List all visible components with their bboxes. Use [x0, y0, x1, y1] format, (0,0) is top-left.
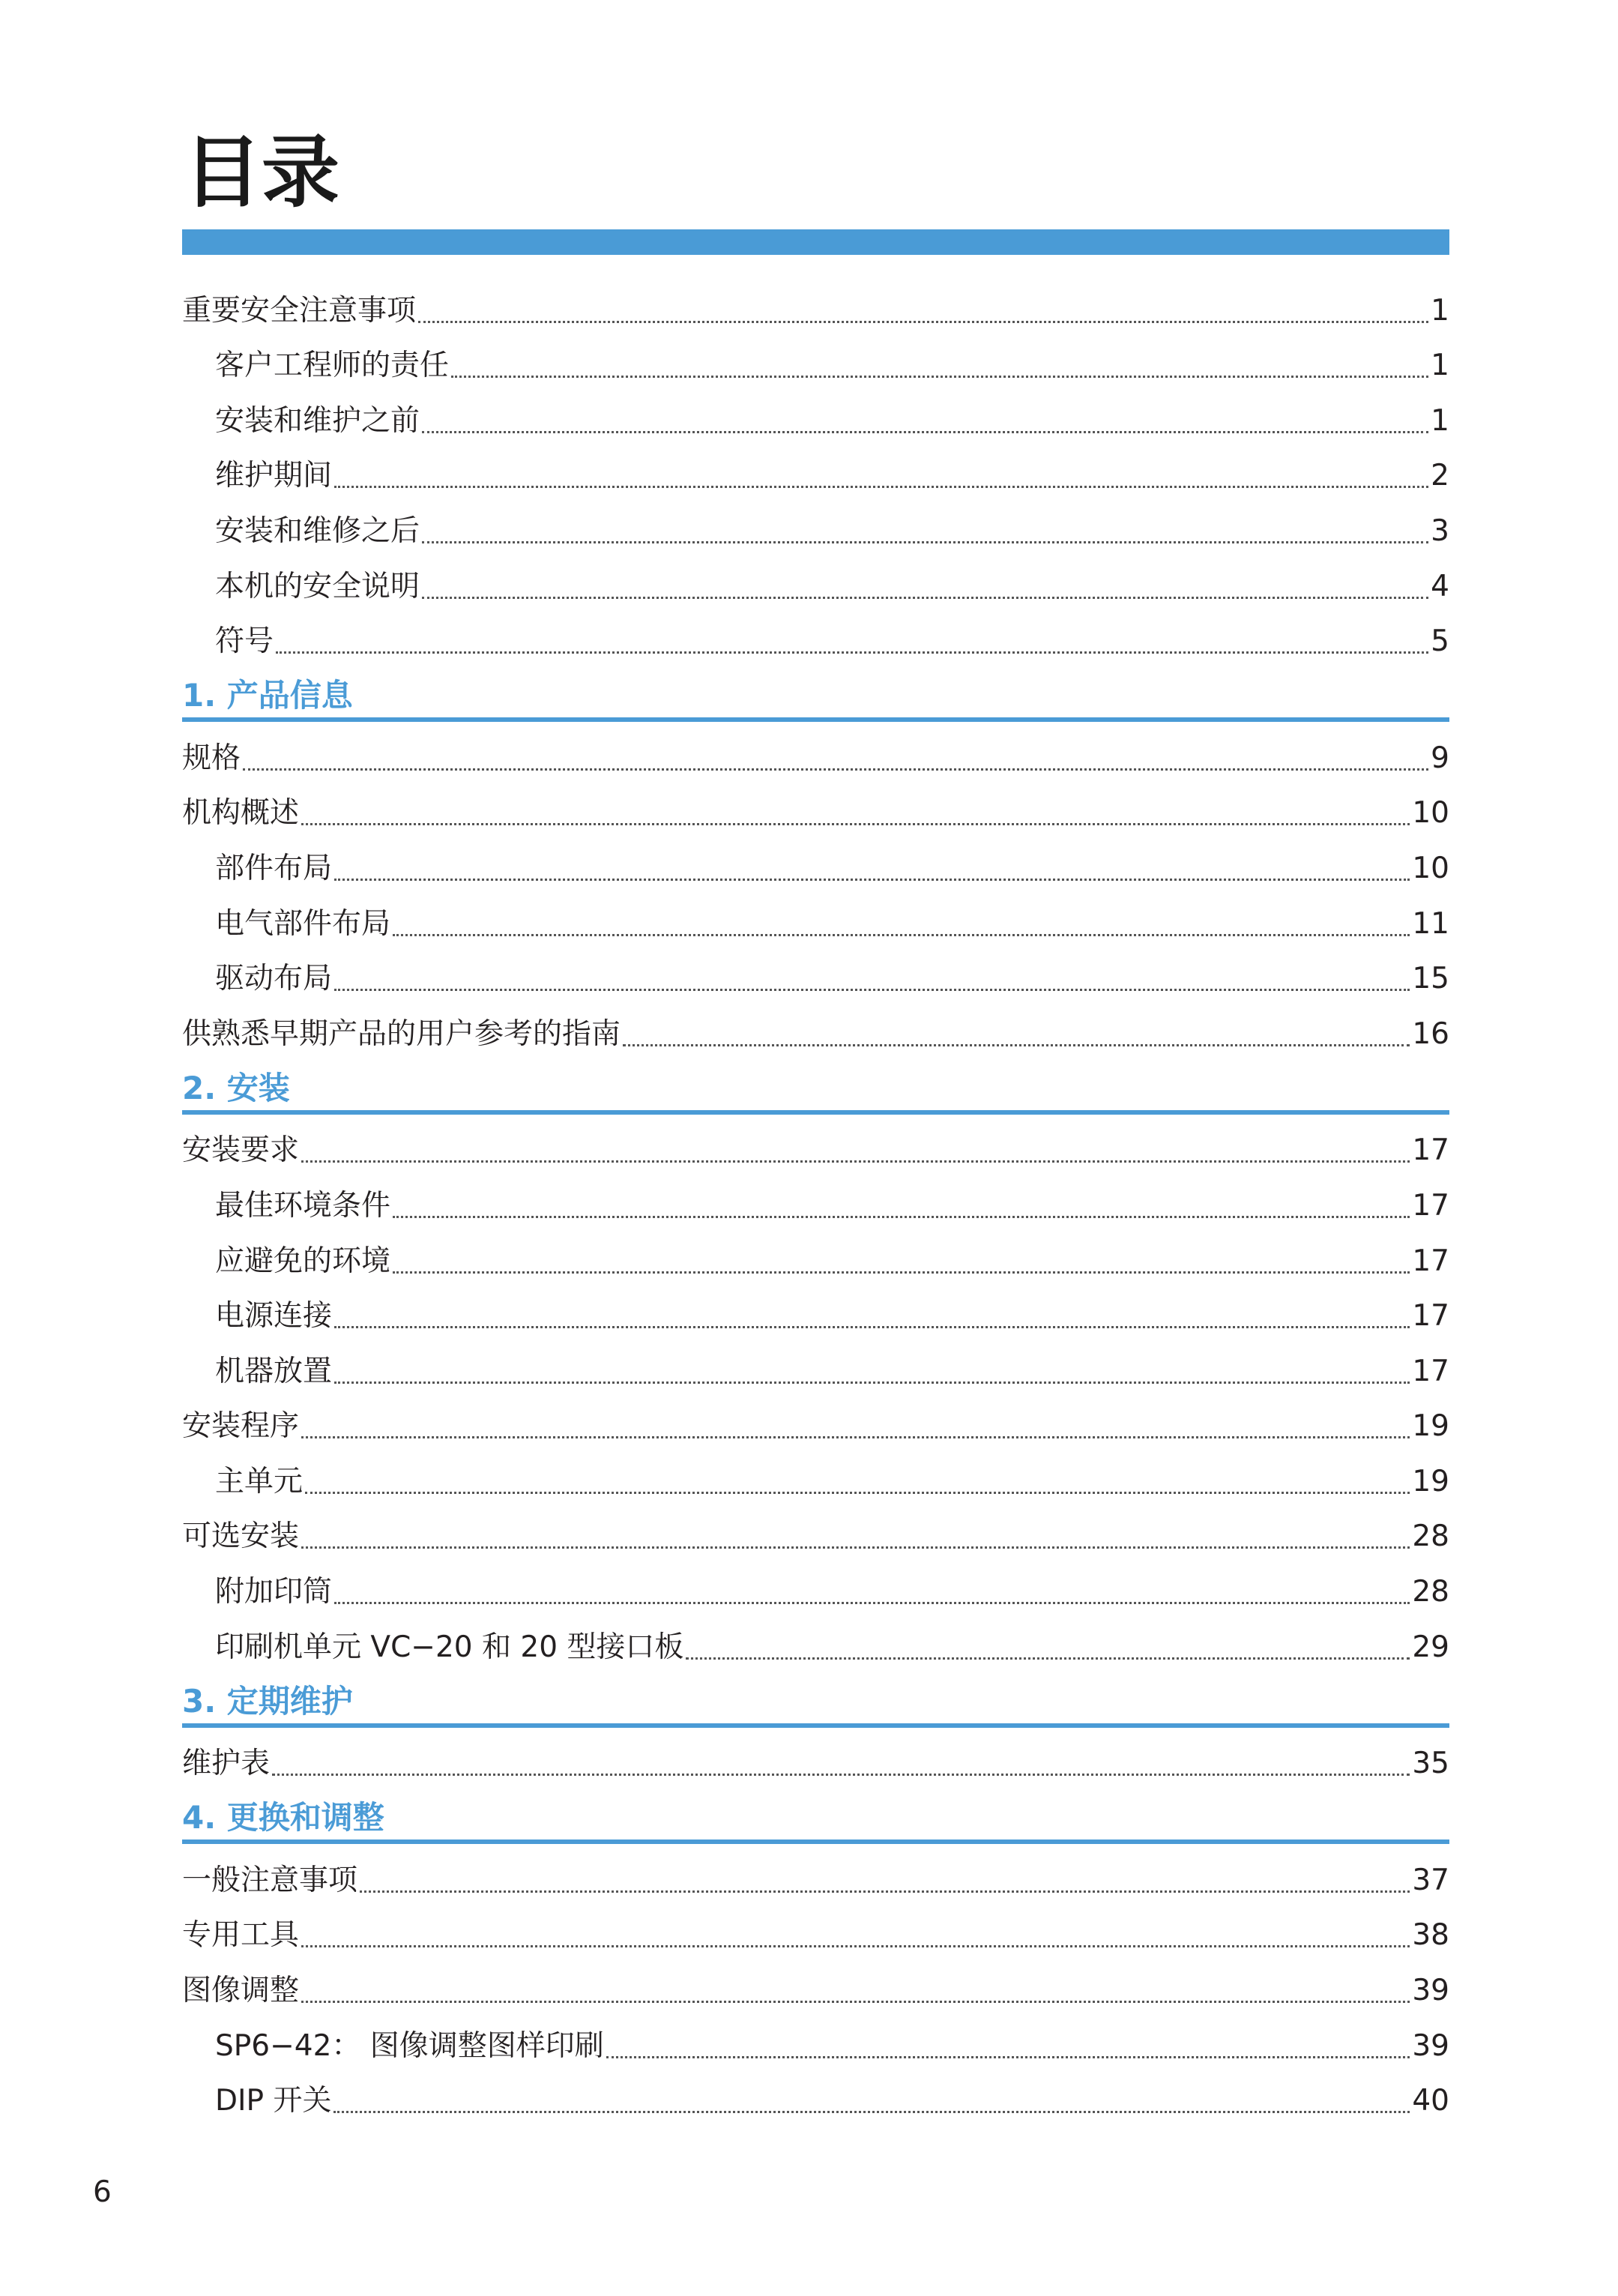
toc-entry-page: 10: [1412, 796, 1449, 831]
toc-entry-label: 维护期间: [215, 459, 333, 493]
dot-leader: [301, 1160, 1410, 1163]
toc-entry-label: 专用工具: [182, 1918, 300, 1953]
dot-leader: [393, 1216, 1410, 1218]
toc-entry-page: 1: [1431, 349, 1449, 383]
toc-entry[interactable]: [182, 1169, 1449, 1225]
toc-entry-page: 16: [1412, 1016, 1449, 1051]
toc-entry-label: 主单元: [215, 1464, 304, 1498]
toc-entry-label: SP6−42： 图像调整图样印刷: [215, 2028, 604, 2063]
dot-leader: [305, 1492, 1410, 1494]
toc-entry-page: 4: [1431, 569, 1449, 603]
toc-entry[interactable]: [182, 1954, 1449, 2010]
dot-leader: [334, 1326, 1410, 1328]
dot-leader: [333, 2111, 1410, 2113]
toc-entry[interactable]: [182, 385, 1449, 440]
dot-leader: [451, 376, 1428, 378]
section-heading: [182, 1666, 1449, 1728]
dot-leader: [686, 1657, 1410, 1660]
toc-entry-page: 39: [1412, 2028, 1449, 2063]
dot-leader: [243, 768, 1428, 771]
dot-leader: [301, 1436, 1410, 1438]
toc-entry[interactable]: [182, 1501, 1449, 1556]
toc-entry-label: 安装和维修之后: [215, 513, 420, 548]
toc-entry-label: 维护表: [182, 1747, 271, 1781]
toc-entry-label: 安装程序: [182, 1409, 300, 1444]
toc-entry[interactable]: [182, 722, 1449, 777]
toc-entry[interactable]: [182, 1390, 1449, 1446]
toc-entry[interactable]: [182, 330, 1449, 385]
toc-entry[interactable]: [182, 1899, 1449, 1955]
dot-leader: [623, 1044, 1410, 1046]
toc-entry-label: DIP 开关: [215, 2084, 332, 2118]
toc-entry-page: 40: [1412, 2084, 1449, 2118]
toc-entry-label: 安装要求: [182, 1133, 300, 1168]
toc-entry[interactable]: [182, 998, 1449, 1053]
toc-entry[interactable]: [182, 274, 1449, 330]
dot-leader: [418, 321, 1428, 323]
toc-entry[interactable]: [182, 495, 1449, 550]
toc-entry[interactable]: [182, 1445, 1449, 1501]
toc-entry-page: 1: [1431, 293, 1449, 328]
dot-leader: [301, 1546, 1410, 1549]
toc-entry-page: 38: [1412, 1918, 1449, 1953]
toc-entry-label: 电气部件布局: [215, 906, 391, 941]
toc-entry-page: 17: [1412, 1354, 1449, 1388]
section-title[interactable]: 4. 更换和调整: [182, 1799, 384, 1837]
toc-entry-page: 9: [1431, 741, 1449, 775]
dot-leader: [334, 486, 1428, 488]
toc-entry-label: 部件布局: [215, 851, 333, 885]
toc-entry-page: 39: [1412, 1974, 1449, 2008]
toc-entry[interactable]: [182, 1280, 1449, 1336]
toc-entry-page: 10: [1412, 851, 1449, 885]
toc-entry-page: 35: [1412, 1747, 1449, 1781]
toc-entry-page: 37: [1412, 1863, 1449, 1897]
toc-entry-label: 最佳环境条件: [215, 1188, 391, 1223]
toc-entry-label: 一般注意事项: [182, 1863, 358, 1897]
toc-entry[interactable]: [182, 1335, 1449, 1390]
toc-entry[interactable]: [182, 606, 1449, 661]
table-of-contents: [182, 274, 1449, 2120]
toc-entry-label: 符号: [215, 624, 274, 659]
toc-entry-label: 电源连接: [215, 1299, 333, 1334]
dot-leader: [393, 1271, 1410, 1274]
toc-entry-label: 重要安全注意事项: [182, 293, 417, 328]
toc-entry-label: 本机的安全说明: [215, 569, 420, 603]
toc-entry[interactable]: [182, 440, 1449, 495]
toc-entry-page: 17: [1412, 1244, 1449, 1278]
toc-entry[interactable]: [182, 1555, 1449, 1611]
dot-leader: [301, 1945, 1410, 1947]
toc-entry-page: 17: [1412, 1299, 1449, 1334]
toc-entry-label: 客户工程师的责任: [215, 349, 450, 383]
toc-entry-label: 安装和维护之前: [215, 403, 420, 438]
toc-entry-label: 图像调整: [182, 1974, 300, 2008]
toc-entry-page: 2: [1431, 459, 1449, 493]
toc-entry-label: 规格: [182, 741, 241, 775]
toc-entry[interactable]: [182, 2065, 1449, 2121]
toc-entry[interactable]: [182, 1611, 1449, 1666]
toc-entry[interactable]: [182, 2010, 1449, 2065]
dot-leader: [334, 1381, 1410, 1384]
toc-entry-label: 附加印筒: [215, 1575, 333, 1609]
toc-entry[interactable]: [182, 832, 1449, 888]
toc-entry-page: 5: [1431, 624, 1449, 659]
toc-entry-page: 1: [1431, 403, 1449, 438]
title-bar: [182, 229, 1449, 255]
toc-entry-page: 29: [1412, 1630, 1449, 1664]
dot-leader: [422, 431, 1428, 433]
toc-entry[interactable]: [182, 1844, 1449, 1899]
toc-entry-label: 应避免的环境: [215, 1244, 391, 1278]
toc-entry-label: 驱动布局: [215, 962, 333, 996]
section-heading: [182, 660, 1449, 722]
toc-entry-page: 19: [1412, 1409, 1449, 1444]
toc-entry-page: 3: [1431, 513, 1449, 548]
dot-leader: [334, 879, 1410, 881]
dot-leader: [272, 1774, 1410, 1776]
dot-leader: [276, 651, 1428, 654]
toc-entry-page: 17: [1412, 1188, 1449, 1223]
page-title: 目录: [184, 127, 340, 218]
section-title[interactable]: 2. 安装: [182, 1069, 290, 1106]
dot-leader: [301, 823, 1410, 825]
section-title[interactable]: 3. 定期维护: [182, 1682, 353, 1720]
toc-entry-page: 17: [1412, 1133, 1449, 1168]
toc-entry-page: 28: [1412, 1519, 1449, 1554]
dot-leader: [422, 597, 1428, 599]
dot-leader: [334, 989, 1410, 991]
dot-leader: [422, 541, 1428, 543]
toc-entry-label: 供熟悉早期产品的用户参考的指南: [182, 1016, 621, 1051]
page-number: 6: [93, 2175, 112, 2209]
toc-entry-page: 11: [1412, 906, 1449, 941]
dot-leader: [334, 1602, 1410, 1604]
section-title[interactable]: 1. 产品信息: [182, 677, 353, 714]
section-heading: [182, 1783, 1449, 1844]
toc-entry[interactable]: [182, 550, 1449, 606]
toc-entry-label: 可选安装: [182, 1519, 300, 1554]
dot-leader: [360, 1890, 1410, 1893]
section-heading: [182, 1053, 1449, 1115]
toc-entry[interactable]: [182, 1225, 1449, 1280]
toc-entry[interactable]: [182, 888, 1449, 943]
toc-entry[interactable]: [182, 943, 1449, 998]
dot-leader: [393, 934, 1410, 936]
toc-entry[interactable]: [182, 1728, 1449, 1783]
dot-leader: [301, 2001, 1410, 2003]
toc-entry[interactable]: [182, 777, 1449, 833]
dot-leader: [606, 2056, 1410, 2058]
toc-entry-label: 机构概述: [182, 796, 300, 831]
toc-entry[interactable]: [182, 1115, 1449, 1170]
toc-entry-label: 印刷机单元 VC−20 和 20 型接口板: [215, 1630, 684, 1664]
toc-entry-page: 19: [1412, 1464, 1449, 1498]
toc-entry-label: 机器放置: [215, 1354, 333, 1388]
toc-entry-page: 15: [1412, 962, 1449, 996]
toc-entry-page: 28: [1412, 1575, 1449, 1609]
